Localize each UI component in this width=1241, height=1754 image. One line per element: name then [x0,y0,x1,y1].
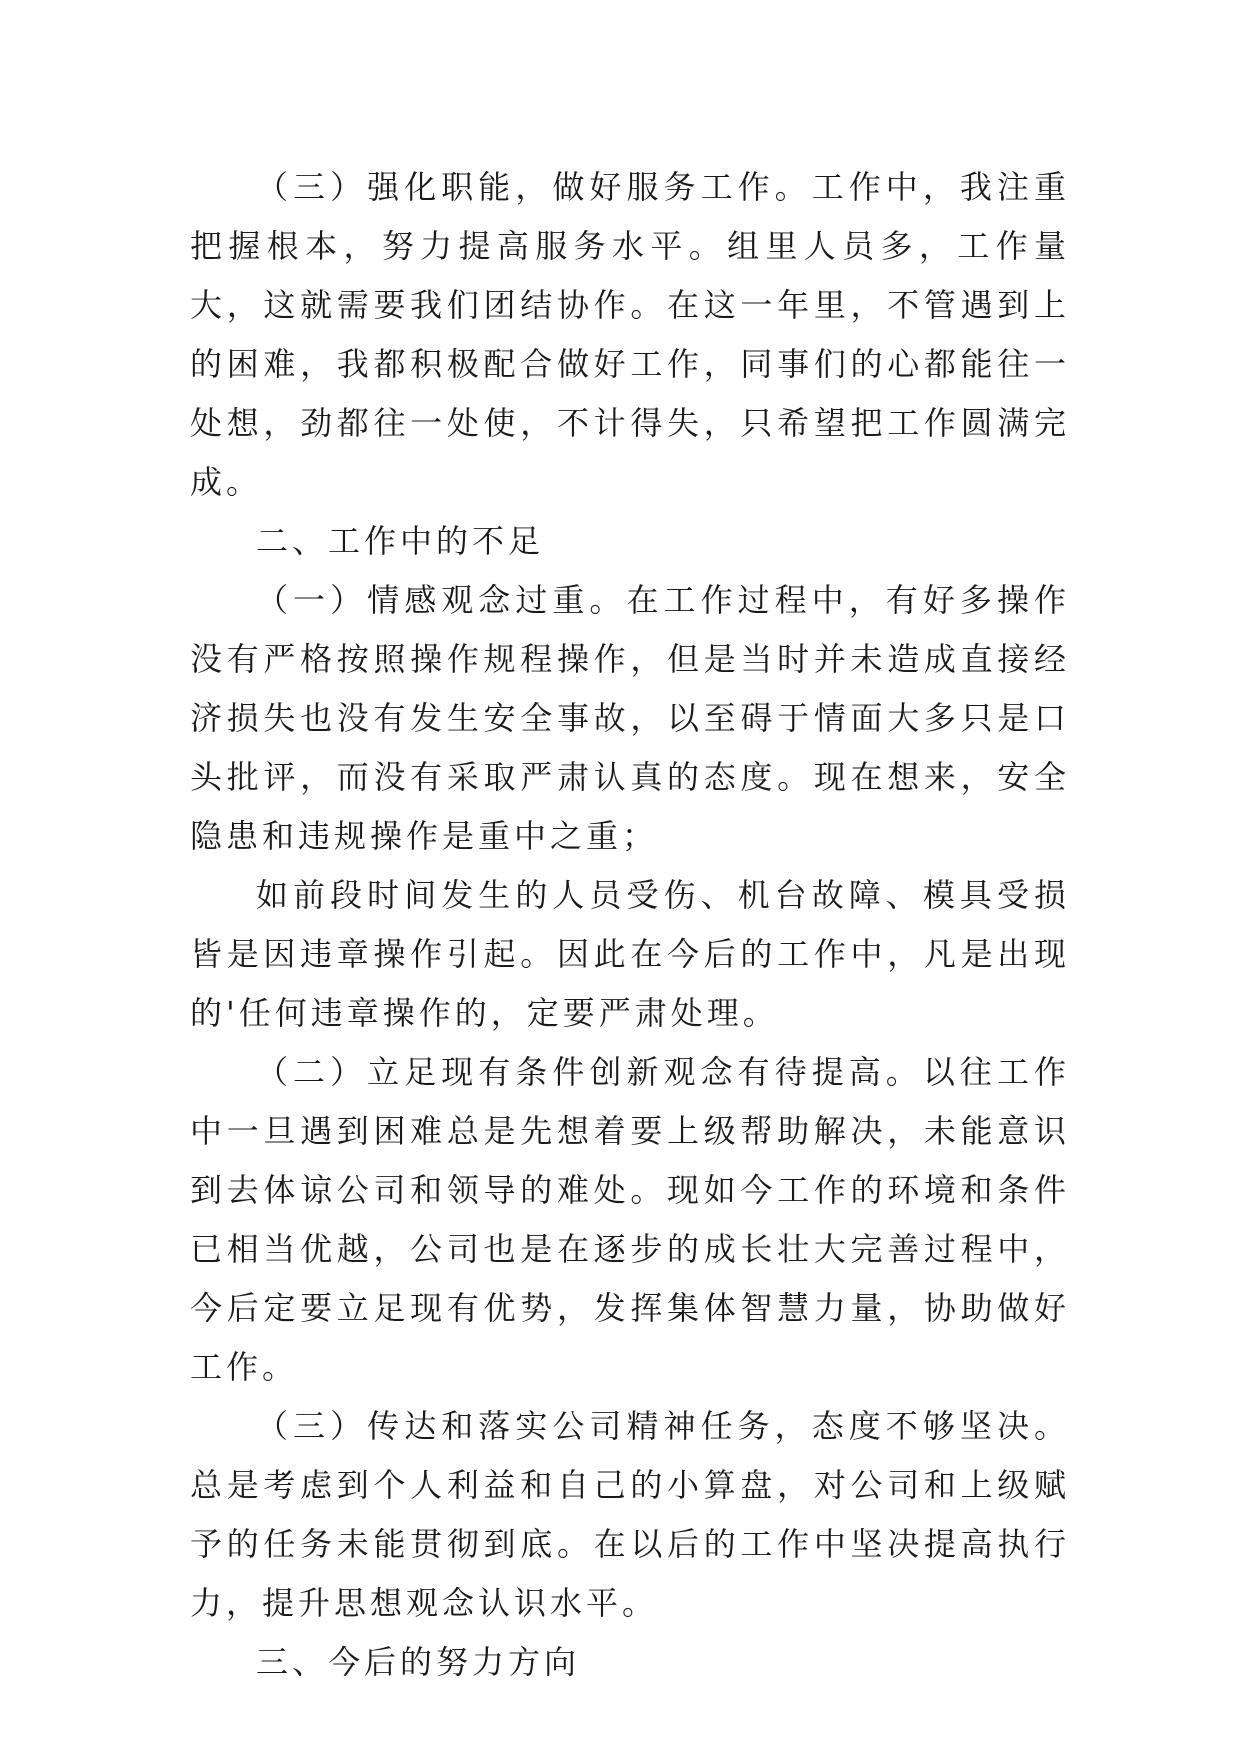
paragraph-violation-handling: 如前段时间发生的人员受伤、机台故障、模具受损皆是因违章操作引起。因此在今后的工作中，凡是出现的'任何违章操作的，定要严肃处理。 [190,876,1070,1032]
paragraph-emotional-concept: （一）情感观念过重。在工作过程中，有好多操作没有严格按照操作规程操作，但是当时并未造成直接经济损失也没有发生安全事故，以至碍于情面大多只是口头批评，而没有采取严肃认真的态度。现在想来，安全隐患和违规操作是重中之重； [190,581,1070,855]
paragraph-innovation-concept: （二）立足现有条件创新观念有待提高。以往工作中一旦遇到困难总是先想着要上级帮助解决，未能意识到去体谅公司和领导的难处。现如今工作的环境和条件已相当优越，公司也是在逐步的成长壮大完善过程中，今后定要立足现有优势，发挥集体智慧力量，协助做好工作。 [190,1053,1070,1386]
paragraph-execution-attitude: （三）传达和落实公司精神任务，态度不够坚决。总是考虑到个人利益和自己的小算盘，对公司和上级赋予的任务未能贯彻到底。在以后的工作中坚决提高执行力，提升思想观念认识水平。 [190,1407,1070,1622]
section-heading-shortcomings: 二、工作中的不足 [256,522,545,560]
document-body [190,158,1070,1692]
section-heading-future-direction: 三、今后的努力方向 [256,1643,581,1681]
paragraph-service-work: （三）强化职能，做好服务工作。工作中，我注重把握根本，努力提高服务水平。组里人员多，工作量大，这就需要我们团结协作。在这一年里，不管遇到上的困难，我都积极配合做好工作，同事们的心都能往一处想，劲都往一处使，不计得失，只希望把工作圆满完成。 [190,168,1070,501]
